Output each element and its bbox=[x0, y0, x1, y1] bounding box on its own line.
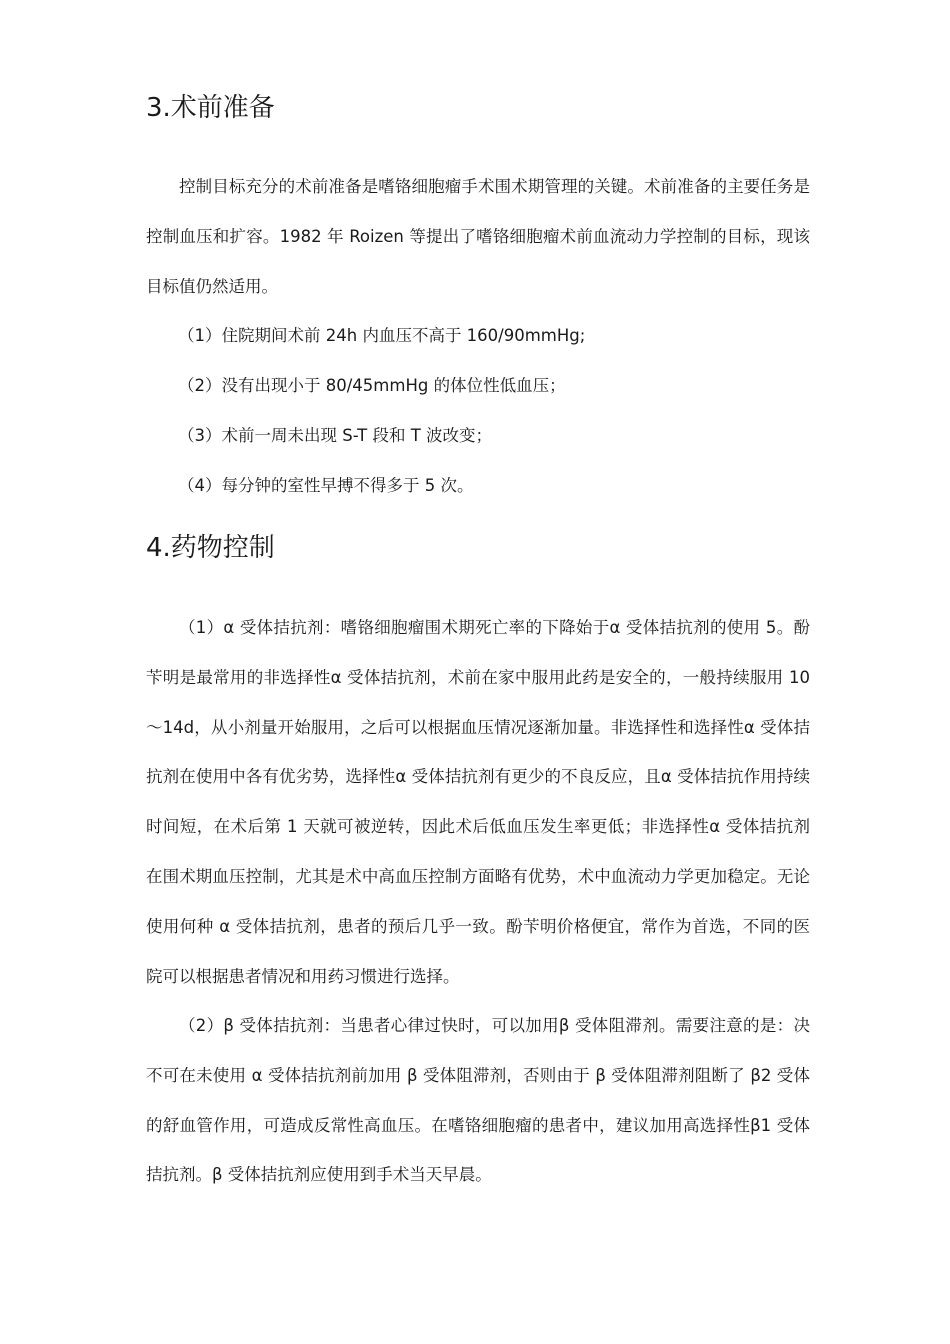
section-3-heading: 3.术前准备 bbox=[146, 93, 275, 123]
alpha-blocker-paragraph: （1）α 受体拮抗剂：嗜铬细胞瘤围术期死亡率的下降始于α 受体拮抗剂的使用 5。酚苄明是最常用的非选择性α 受体拮抗剂，术前在家中服用此药是安全的，一般持续服用 10～14d，从小剂量开始服用，之后可以根据血压情况逐渐加量。非选择性和选择性α 受体拮抗剂在使用中各有优劣势，选择性α 受体拮抗剂有更少的不良反应，且α 受体拮抗作用持续时间短，在术后第 1 天就可被逆转，因此术后低血压发生率更低；非选择性α 受体拮抗剂在围术期血压控制，尤其是术中高血压控制方面略有优势，术中血流动力学更加稳定。无论使用何种 α 受体拮抗剂，患者的预后几乎一致。酚苄明价格便宜，常作为首选，不同的医院可以根据患者情况和用药习惯进行选择。 bbox=[146, 618, 810, 986]
section-3-intro-paragraph: 控制目标充分的术前准备是嗜铬细胞瘤手术围术期管理的关键。术前准备的主要任务是控制血压和扩容。1982 年 Roizen 等提出了嗜铬细胞瘤术前血流动力学控制的目标，现该目标值仍然适用。 bbox=[146, 177, 810, 296]
target-item-4: （4）每分钟的室性早搏不得多于 5 次。 bbox=[178, 476, 474, 495]
target-item-1: （1）住院期间术前 24h 内血压不高于 160/90mmHg; bbox=[178, 326, 586, 345]
target-item-3: （3）术前一周未出现 S-T 段和 T 波改变； bbox=[178, 426, 493, 445]
section-4-heading: 4.药物控制 bbox=[146, 533, 275, 563]
target-item-2: （2）没有出现小于 80/45mmHg 的体位性低血压； bbox=[178, 376, 566, 395]
beta-blocker-paragraph: （2）β 受体拮抗剂：当患者心律过快时，可以加用β 受体阻滞剂。需要注意的是：决不可在未使用 α 受体拮抗剂前加用 β 受体阻滞剂，否则由于 β 受体阻滞剂阻断了 β2 受体的舒血管作用，可造成反常性高血压。在嗜铬细胞瘤的患者中，建议加用高选择性β1 受体拮抗剂。β 受体拮抗剂应使用到手术当天早晨。 bbox=[146, 1016, 810, 1185]
